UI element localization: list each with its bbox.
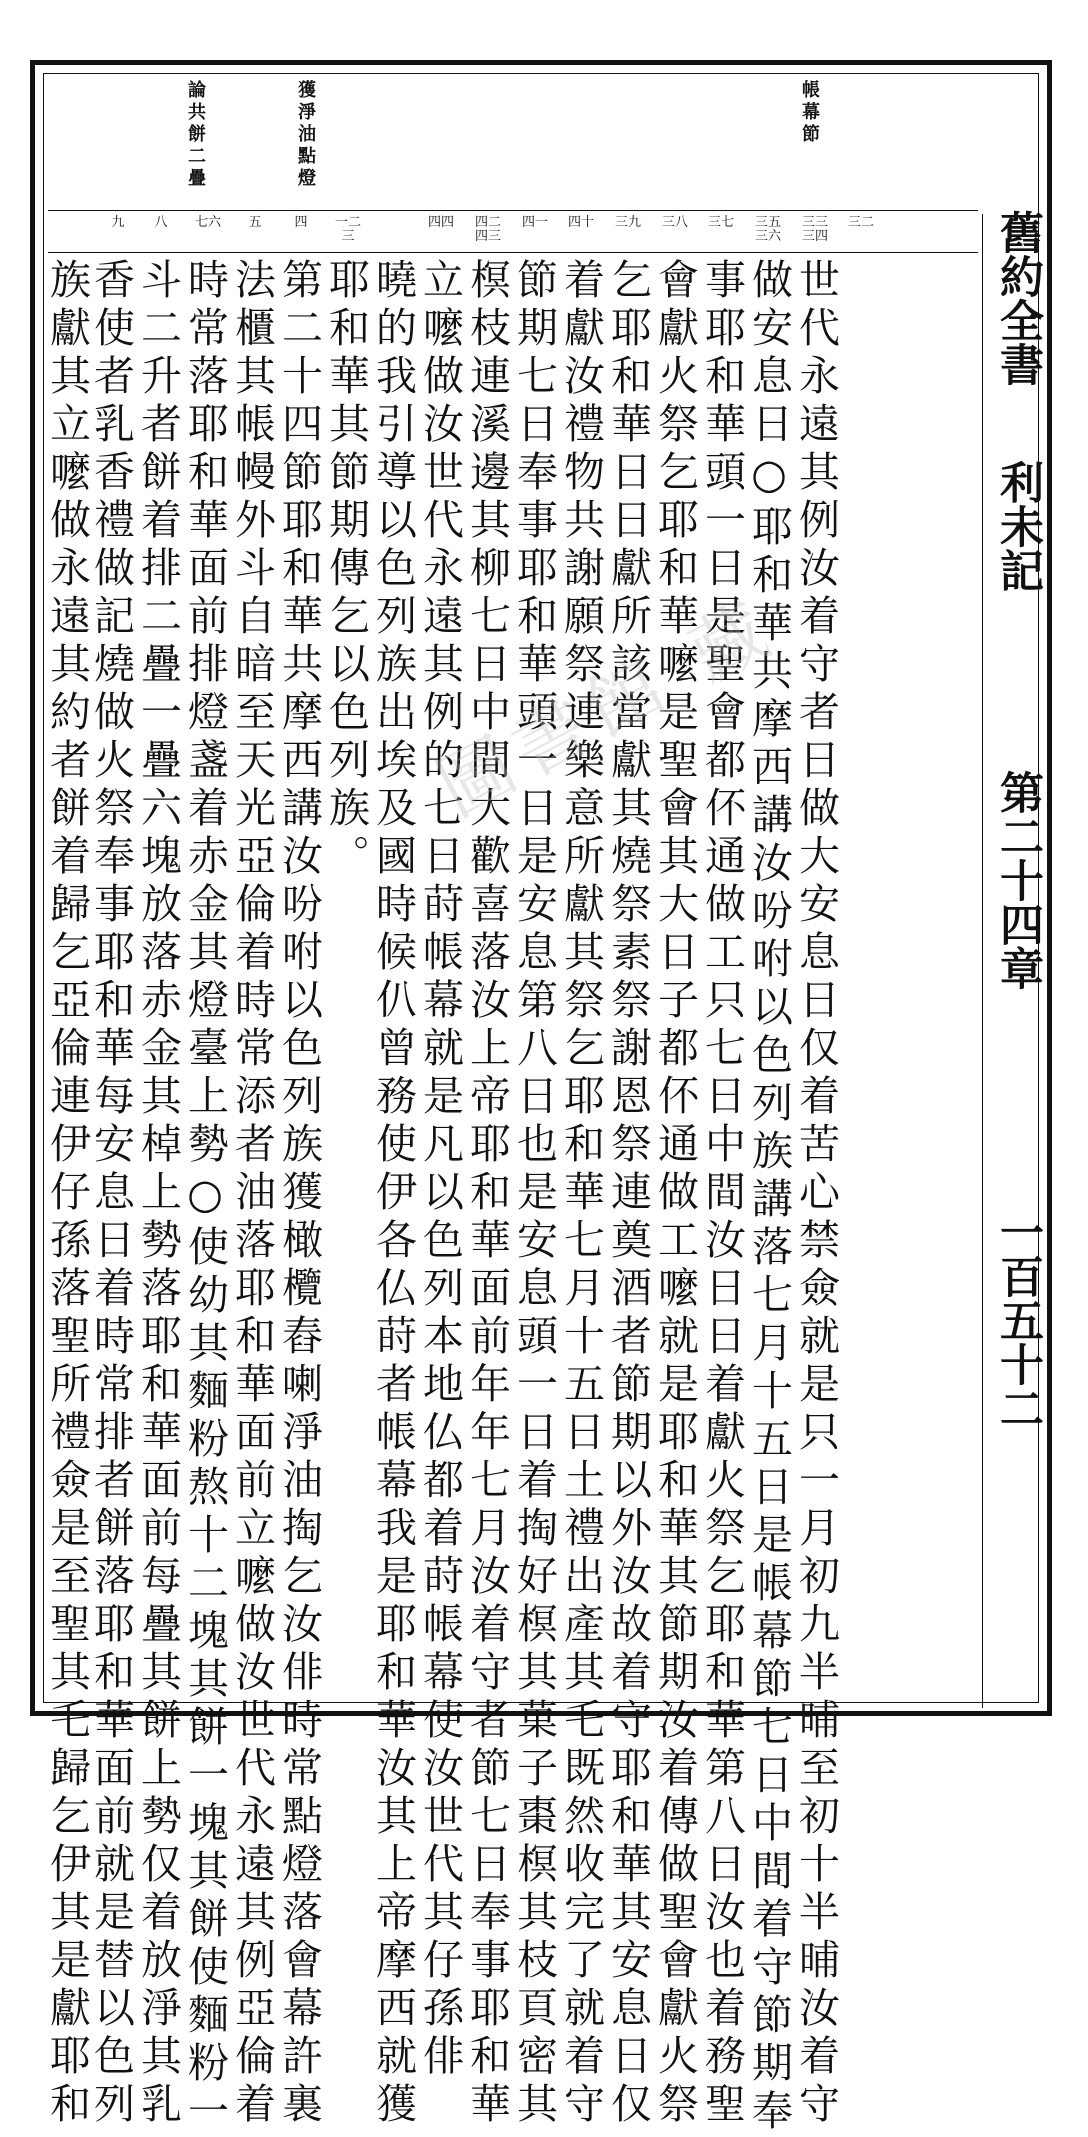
line-marker: 三三三四 bbox=[801, 215, 828, 244]
header-divider bbox=[48, 210, 978, 211]
text-column: 法櫃其帳幔外斗自暗至天光亞倫着時常添者油落耶和華面前立嚒做汝世代永遠其例亞倫着 bbox=[228, 258, 276, 2130]
text-column: 着獻汝禮物共謝願祭連樂意所獻其祭乞耶和華七月十五日土禮出產其乇既然收完了就着守 bbox=[557, 258, 605, 2130]
line-marker: 八 bbox=[154, 215, 168, 230]
line-marker: 三二 bbox=[847, 215, 874, 230]
headnote-3: 論共餅二疊 bbox=[185, 80, 206, 190]
text-column: 榠枝連溪邊其柳七日中間大歡喜落汝上帝耶和華面前年年七月汝着守者節七日奉事耶和華 bbox=[463, 258, 511, 2130]
watermark: 圖書館 藏 bbox=[424, 583, 791, 834]
text-column: 立嚒做汝世代永遠其例的七日莳帳幕就是凡以色列本地仏都着莳帳幕使汝世代其仔孫俳 bbox=[416, 258, 464, 2082]
text-column: 乞耶和華日日獻所該當獻其燒祭素祭謝恩祭連奠酒者節期以外汝故着守耶和華其安息日仅 bbox=[604, 258, 652, 2130]
text-column: 時常落耶和華面前排燈盞着赤金其燈臺上勢○使幼其麵粉熬十二塊其餅一塊其餅使麵粉一 bbox=[181, 258, 229, 2137]
book-name: 利未記 bbox=[992, 460, 1043, 592]
text-column: 節期七日奉事耶和華頭一日是安息第八日也是安息頭一日着掏好榠其菓子棗榠其枝頁密其 bbox=[510, 258, 558, 2130]
line-marker: 一二三 bbox=[334, 215, 361, 244]
line-marker: 三七 bbox=[707, 215, 734, 230]
headnote-2: 獲淨油點燈 bbox=[295, 80, 316, 190]
text-column: 曉的我引導以色列族出埃及國時候仈曾務使伊各仏莳者帳幕我是耶和華汝其上帝摩西就獲 bbox=[369, 258, 417, 2130]
line-marker: 九 bbox=[111, 215, 125, 230]
margin-divider bbox=[982, 214, 983, 1708]
text-column: 族獻其立嚒做永遠其約者餅着歸乞亞倫連伊仔孫落聖所禮僉是至聖其乇歸乞伊其是獻耶和 bbox=[43, 258, 91, 2130]
text-column: 香使者乳香禮做記燒做火祭奉事耶和華每安息日着時常排者餅落耶和華面前就是替以色列 bbox=[87, 258, 135, 2130]
line-marker: 三八 bbox=[661, 215, 688, 230]
text-column: 第二十四節耶和華共摩西講汝吩咐以色列族獲橄欖舂喇淨油掏乞汝俳時常點燈落會幕許裏 bbox=[275, 258, 323, 2130]
book-title: 舊約全書 bbox=[992, 210, 1043, 386]
text-column: 會獻火祭乞耶和華嚒是聖會其大日子都伓通做工嚒就是耶和華其節期汝着傳做聖會獻火祭 bbox=[651, 258, 699, 2130]
line-marker: 四四 bbox=[427, 215, 454, 230]
chapter-heading: 第二十四章 bbox=[992, 770, 1043, 990]
line-marker: 五 bbox=[248, 215, 262, 230]
line-marker: 三九 bbox=[614, 215, 641, 230]
line-marker-strip bbox=[48, 212, 978, 253]
headnote-1: 帳幕節 bbox=[799, 80, 820, 146]
line-marker: 三五三六 bbox=[754, 215, 781, 244]
line-marker: 七六 bbox=[194, 215, 221, 230]
text-column: 事耶和華頭一日是聖會都伓通做工只七日中間汝日日着獻火祭乞耶和華第八日汝也着務聖 bbox=[698, 258, 746, 2130]
text-column: 耶和華其節期傳乞以色列族。 bbox=[322, 258, 370, 882]
line-marker: 四十 bbox=[567, 215, 594, 230]
text-column: 斗二升者餅着排二疊一疊六塊放落赤金其棹上勢落耶和華面前每疊其餅上勢仅着放淨其乳 bbox=[134, 258, 182, 2130]
line-marker: 四二四三 bbox=[474, 215, 501, 244]
line-marker: 四一 bbox=[521, 215, 548, 230]
line-marker: 四 bbox=[294, 215, 308, 230]
text-column: 世代永遠其例汝着守者日做大安息日仅着苦心禁僉就是只一月初九半晡至初十半晡汝着守 bbox=[792, 258, 840, 2130]
page-number: 一百五十二 bbox=[992, 1210, 1043, 1430]
text-column: 做安息日○耶和華共摩西講汝吩咐以色列族講落七月十五日是帳幕節七日中間着守節期奉 bbox=[745, 258, 793, 2137]
